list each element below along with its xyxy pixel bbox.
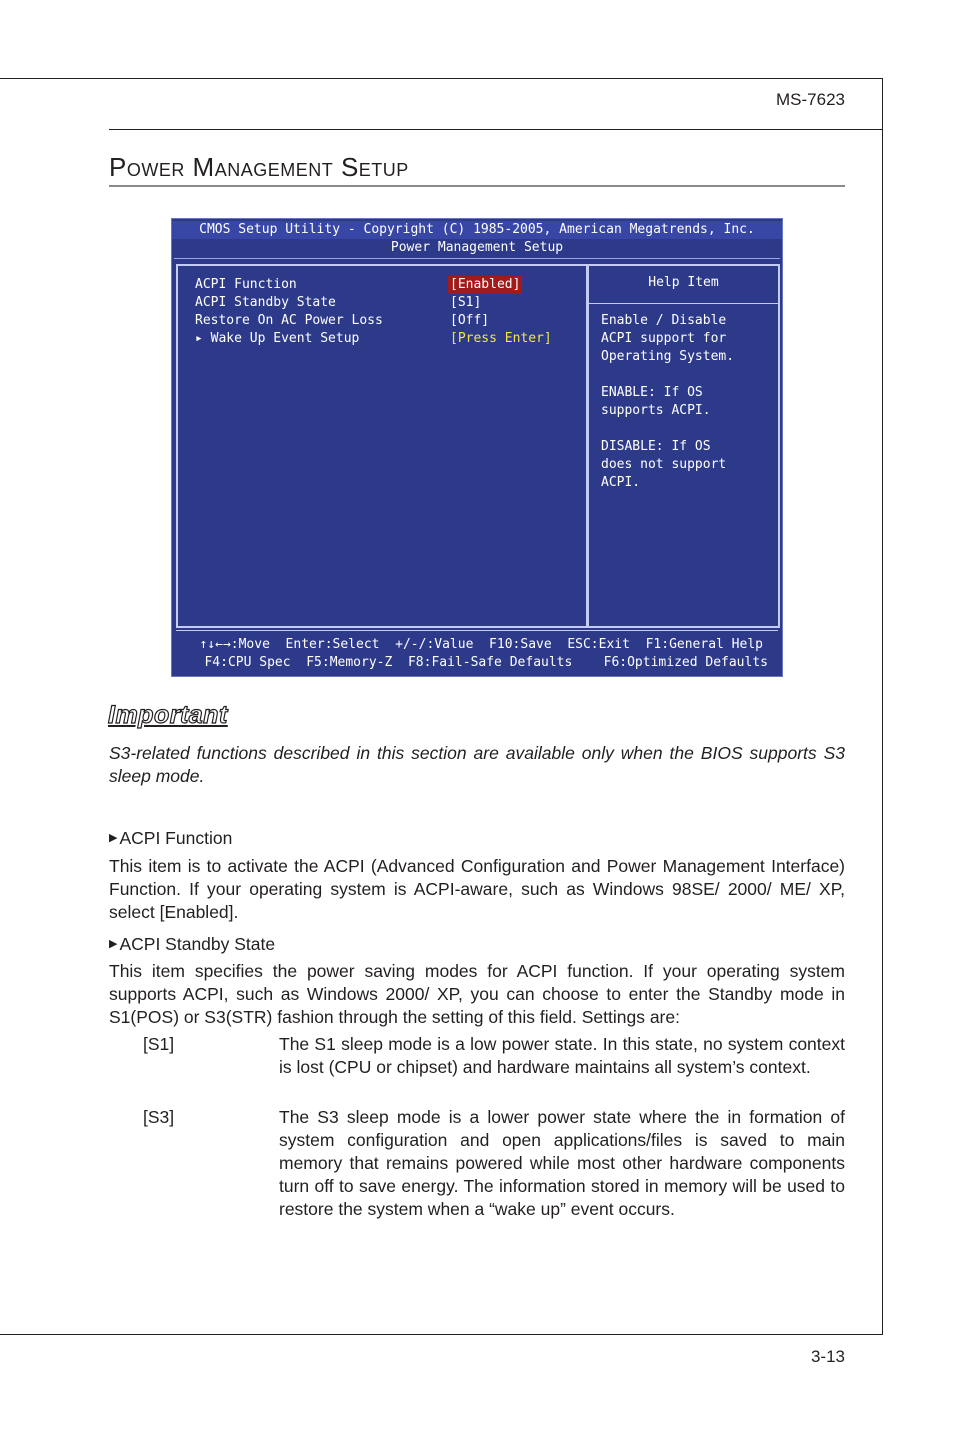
bios-option-acpi-standby-state[interactable]: ACPI Standby State (195, 295, 336, 310)
important-note: S3-related functions described in this section are available only when the BIOS supports S3 sleep mode. (109, 743, 845, 786)
triangle-bullet-icon: ▶ (109, 938, 118, 950)
help-line: ACPI support for (601, 331, 727, 346)
bios-options-panel (176, 264, 588, 628)
bios-option-wake-up-event-setup[interactable]: ▸ Wake Up Event Setup (195, 331, 360, 346)
bottom-rule (0, 1334, 883, 1335)
bios-key-legend-line2: F4:CPU Spec F5:Memory-Z F8:Fail-Safe Defaults F6:Optimized Defaults (204, 655, 768, 670)
help-line: does not support (601, 457, 727, 472)
title-rule (109, 185, 845, 187)
important-heading: Important (108, 701, 228, 729)
bios-screen (171, 218, 783, 677)
acpi-standby-body: This item specifies the power saving modes for ACPI function. If your operating system supports ACPI, such as Windows 2000/ XP, you can choose to enter the Standby mode in S1(POS) or S3(STR) fashion through the setting of this field. Settings are: (109, 961, 845, 1027)
bios-copyright-header: CMOS Setup Utility - Copyright (C) 1985-2005, American Megatrends, Inc. (172, 221, 782, 239)
setting-desc-s3: The S3 sleep mode is a lower power state where the in formation of system configuration and open applications/files is saved to main memory that remains powered while most other hardware components turn off to save energy. The information stored in memory will be used to restore the system when a “wake up” event occurs. (279, 1107, 845, 1219)
help-divider (589, 303, 778, 304)
bios-value-acpi-function[interactable]: [Enabled] (450, 277, 521, 292)
bios-key-legend (176, 630, 778, 675)
acpi-standby-heading (109, 934, 275, 955)
help-item-title: Help Item (648, 275, 719, 290)
setting-key-s1: [S1] (143, 1034, 175, 1054)
acpi-function-heading (109, 828, 232, 849)
help-line: supports ACPI. (601, 403, 711, 418)
help-line: Enable / Disable (601, 313, 727, 328)
help-line: ENABLE: If OS (601, 385, 703, 400)
bios-key-legend-line1: ↑↓←→:Move Enter:Select +/-/:Value F10:Save ESC:Exit F1:General Help (199, 637, 763, 652)
bios-help-panel (587, 264, 780, 628)
bios-header-divider (174, 258, 780, 259)
acpi-function-heading-text: ACPI Function (119, 828, 233, 848)
bios-value-restore-on-ac-power-loss[interactable]: [Off] (450, 313, 490, 328)
acpi-standby-heading-text: ACPI Standby State (119, 934, 276, 954)
page-number: 3-13 (810, 1347, 845, 1366)
bios-value-wake-up-event-setup[interactable]: [Press Enter] (450, 331, 552, 346)
bios-value-acpi-standby-state[interactable]: [S1] (450, 295, 482, 310)
bios-option-restore-on-ac-power-loss[interactable]: Restore On AC Power Loss (195, 313, 383, 328)
help-line: DISABLE: If OS (601, 439, 711, 454)
help-line: Operating System. (601, 349, 735, 364)
help-line: ACPI. (601, 475, 641, 490)
header-rule (109, 129, 883, 130)
triangle-bullet-icon: ▶ (109, 832, 118, 844)
setting-desc-s1: The S1 sleep mode is a low power state. In this state, no system context is lost (CPU or chipset) and hardware maintains all system’s context. (279, 1034, 845, 1077)
bios-page-title: Power Management Setup (390, 240, 564, 255)
model-number: MS-7623 (776, 90, 845, 109)
setting-key-s3: [S3] (143, 1107, 175, 1127)
acpi-function-body: This item is to activate the ACPI (Advanced Configuration and Power Management Interface) Function. If your operating system is ACPI-aware, such as Windows 98SE/ 2000/ ME/ XP, select [Enabled]. (109, 856, 845, 922)
bios-option-acpi-function[interactable]: ACPI Function (195, 277, 297, 292)
right-border (882, 78, 883, 1335)
section-title: Power Management Setup (109, 152, 409, 182)
top-rule (0, 78, 883, 79)
